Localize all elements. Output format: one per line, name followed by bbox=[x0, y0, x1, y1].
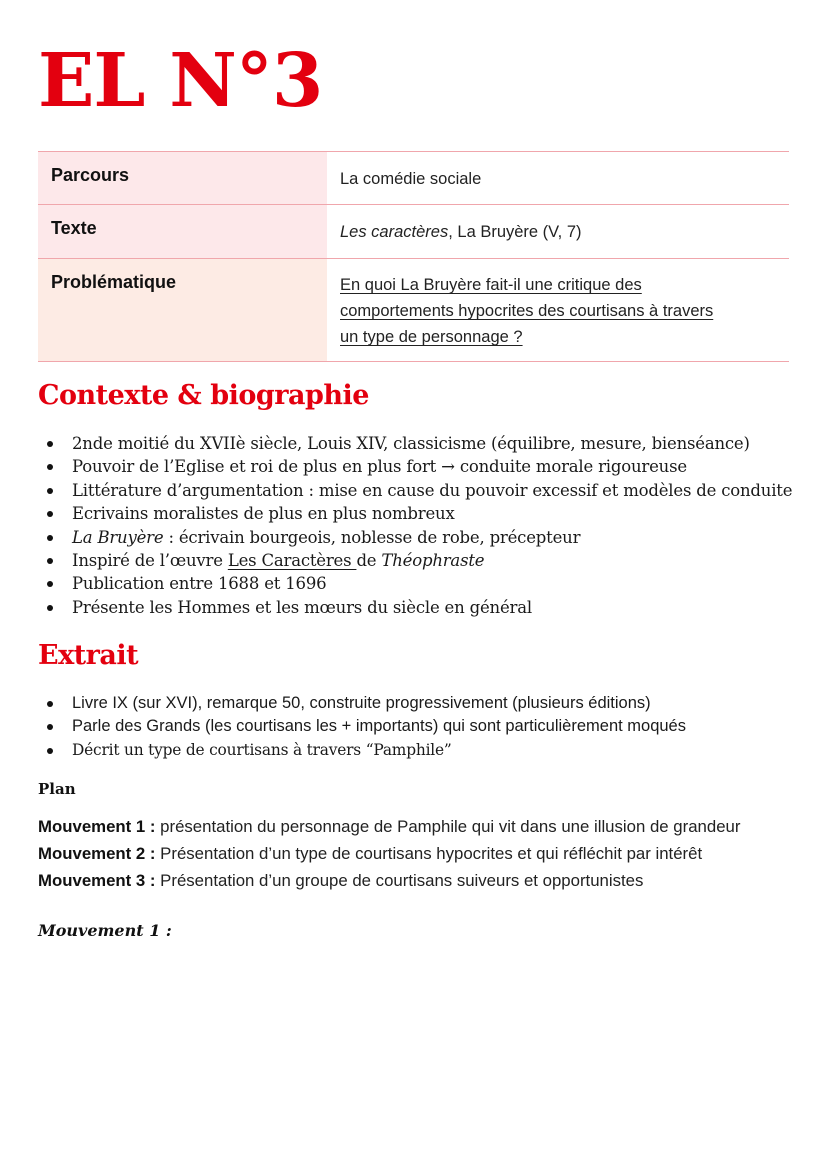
table-row-problematique bbox=[38, 259, 789, 362]
contexte-list bbox=[38, 432, 792, 619]
author-name: Théophraste bbox=[381, 550, 485, 570]
problematique-line: un type de personnage ? bbox=[340, 328, 523, 346]
movement-label: Mouvement 2 : bbox=[38, 844, 156, 863]
item-text: : écrivain bourgeois, noblesse de robe, précepteur bbox=[163, 527, 581, 547]
list-item: Parle des Grands (les courtisans les + importants) qui sont particulièrement moqués bbox=[38, 715, 686, 738]
work-author: , La Bruyère (V, 7) bbox=[448, 223, 582, 241]
list-item: Publication entre 1688 et 1696 bbox=[38, 572, 792, 595]
table-row-texte bbox=[38, 205, 789, 259]
table-row-parcours bbox=[38, 152, 789, 205]
list-item bbox=[38, 526, 792, 549]
list-item: Présente les Hommes et les mœurs du siècle en général bbox=[38, 596, 792, 619]
row-value bbox=[327, 205, 789, 259]
problematique-line: comportements hypocrites des courtisans à travers bbox=[340, 302, 714, 320]
work-title: Les Caractères bbox=[227, 550, 357, 570]
row-value bbox=[327, 259, 789, 362]
list-item bbox=[38, 549, 792, 572]
movement-text: Présentation d’un groupe de courtisans suiveurs et opportunistes bbox=[155, 871, 644, 890]
item-text: Inspiré de l’œuvre bbox=[72, 550, 228, 570]
movement-label: Mouvement 1 : bbox=[38, 817, 156, 836]
movement-text: Présentation d’un type de courtisans hypocrites et qui réfléchit par intérêt bbox=[155, 844, 703, 863]
list-item: Livre IX (sur XVI), remarque 50, construite progressivement (plusieurs éditions) bbox=[38, 692, 686, 715]
author-name: La Bruyère bbox=[72, 527, 164, 547]
item-text: de bbox=[356, 550, 382, 570]
list-item: Décrit un type de courtisans à travers “Pamphile” bbox=[38, 739, 686, 762]
section-heading-extrait: Extrait bbox=[38, 640, 139, 671]
list-item: Ecrivains moralistes de plus en plus nombreux bbox=[38, 502, 792, 525]
movement-line bbox=[38, 813, 740, 840]
problematique-line: En quoi La Bruyère fait-il une critique des bbox=[340, 276, 642, 294]
movement-1-heading: Mouvement 1 : bbox=[38, 921, 172, 940]
info-table bbox=[38, 151, 789, 362]
row-value: La comédie sociale bbox=[340, 170, 482, 188]
list-item: Pouvoir de l’Eglise et roi de plus en plus fort → conduite morale rigoureuse bbox=[38, 455, 792, 478]
plan-movements bbox=[38, 813, 740, 894]
section-heading-contexte: Contexte & biographie bbox=[38, 380, 369, 411]
row-label: Texte bbox=[38, 205, 327, 259]
list-item: 2nde moitié du XVIIè siècle, Louis XIV, classicisme (équilibre, mesure, bienséance) bbox=[38, 432, 792, 455]
row-label: Parcours bbox=[38, 152, 327, 205]
page-title: EL N°3 bbox=[38, 38, 323, 124]
work-title: Les caractères bbox=[340, 223, 449, 241]
list-item: Littérature d’argumentation : mise en cause du pouvoir excessif et modèles de conduite bbox=[38, 479, 792, 502]
movement-label: Mouvement 3 : bbox=[38, 871, 156, 890]
extrait-list bbox=[38, 692, 686, 762]
movement-line bbox=[38, 867, 740, 894]
movement-line bbox=[38, 840, 740, 867]
movement-text: présentation du personnage de Pamphile qui vit dans une illusion de grandeur bbox=[155, 817, 741, 836]
plan-label: Plan bbox=[38, 780, 76, 798]
row-label: Problématique bbox=[38, 259, 327, 362]
